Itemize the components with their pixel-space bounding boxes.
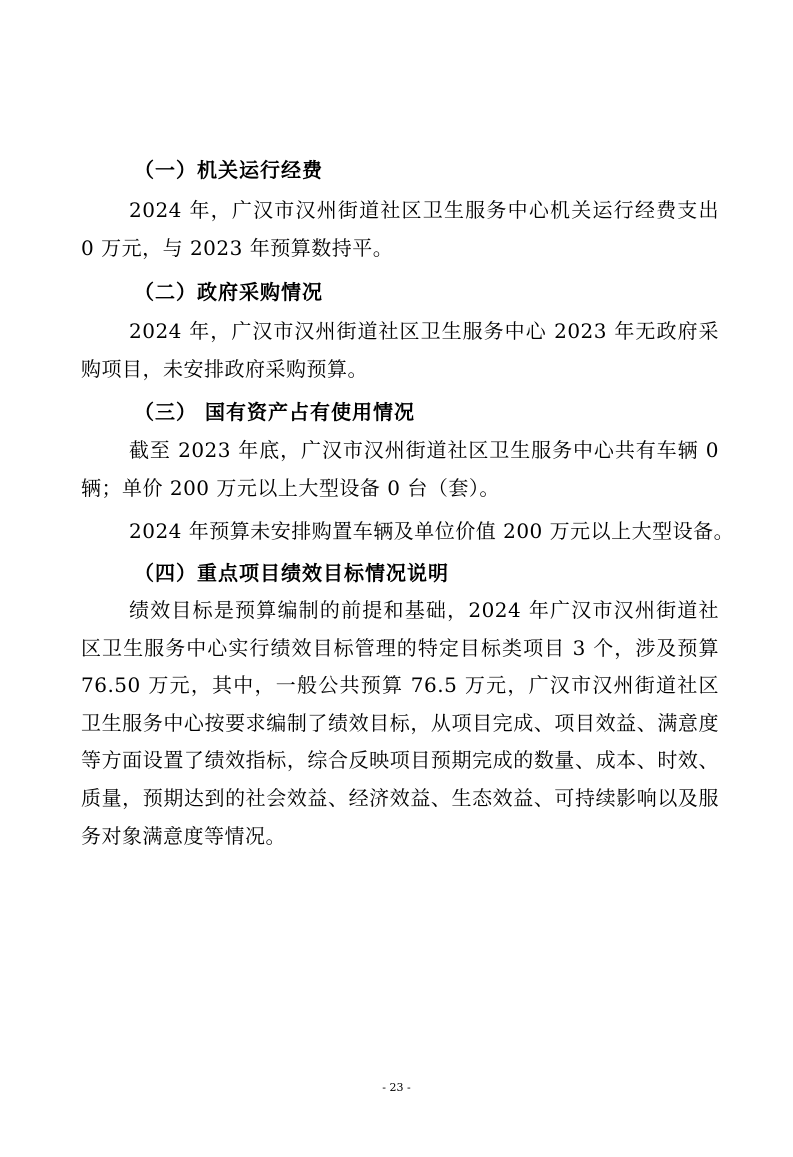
paragraph-government-procurement: 2024 年，广汉市汉州街道社区卫生服务中心 2023 年无政府采购项目，未安排政府采购预算。 — [81, 319, 719, 381]
page-number: - 23 - — [382, 1081, 411, 1094]
section-heading-performance-goals: （四）重点项目绩效目标情况说明 — [134, 561, 449, 585]
paragraph-state-assets-vehicles: 截至 2023 年底，广汉市汉州街道社区卫生服务中心共有车辆 0 辆；单价 200 万元以上大型设备 0 台（套）。 — [81, 438, 719, 500]
paragraph-operating-funds: 2024 年，广汉市汉州街道社区卫生服务中心机关运行经费支出 0 万元，与 2023 年预算数持平。 — [81, 198, 719, 260]
paragraph-performance-goals: 绩效目标是预算编制的前提和基础，2024 年广汉市汉州街道社区卫生服务中心实行绩效目标管理的特定目标类项目 3 个，涉及预算 76.50 万元，其中，一般公共预算 76.5 万元，广汉市汉州街道社区卫生服务中心按要求编制了绩效目标，从项目完成、项目效益、满意度等方面设置了绩效指标，综合反映项目预期完成的数量、成本、时效、质量，预期达到的社会效益、经济效益、生态效益、可持续影响以及服务对象满意度等情况。 — [81, 598, 719, 848]
paragraph-state-assets-budget: 2024 年预算未安排购置车辆及单位价值 200 万元以上大型设备。 — [129, 519, 735, 543]
section-heading-government-procurement: （二）政府采购情况 — [134, 280, 323, 304]
section-heading-state-assets: （三） 国有资产占有使用情况 — [134, 400, 415, 424]
section-heading-operating-funds: （一）机关运行经费 — [134, 158, 323, 182]
